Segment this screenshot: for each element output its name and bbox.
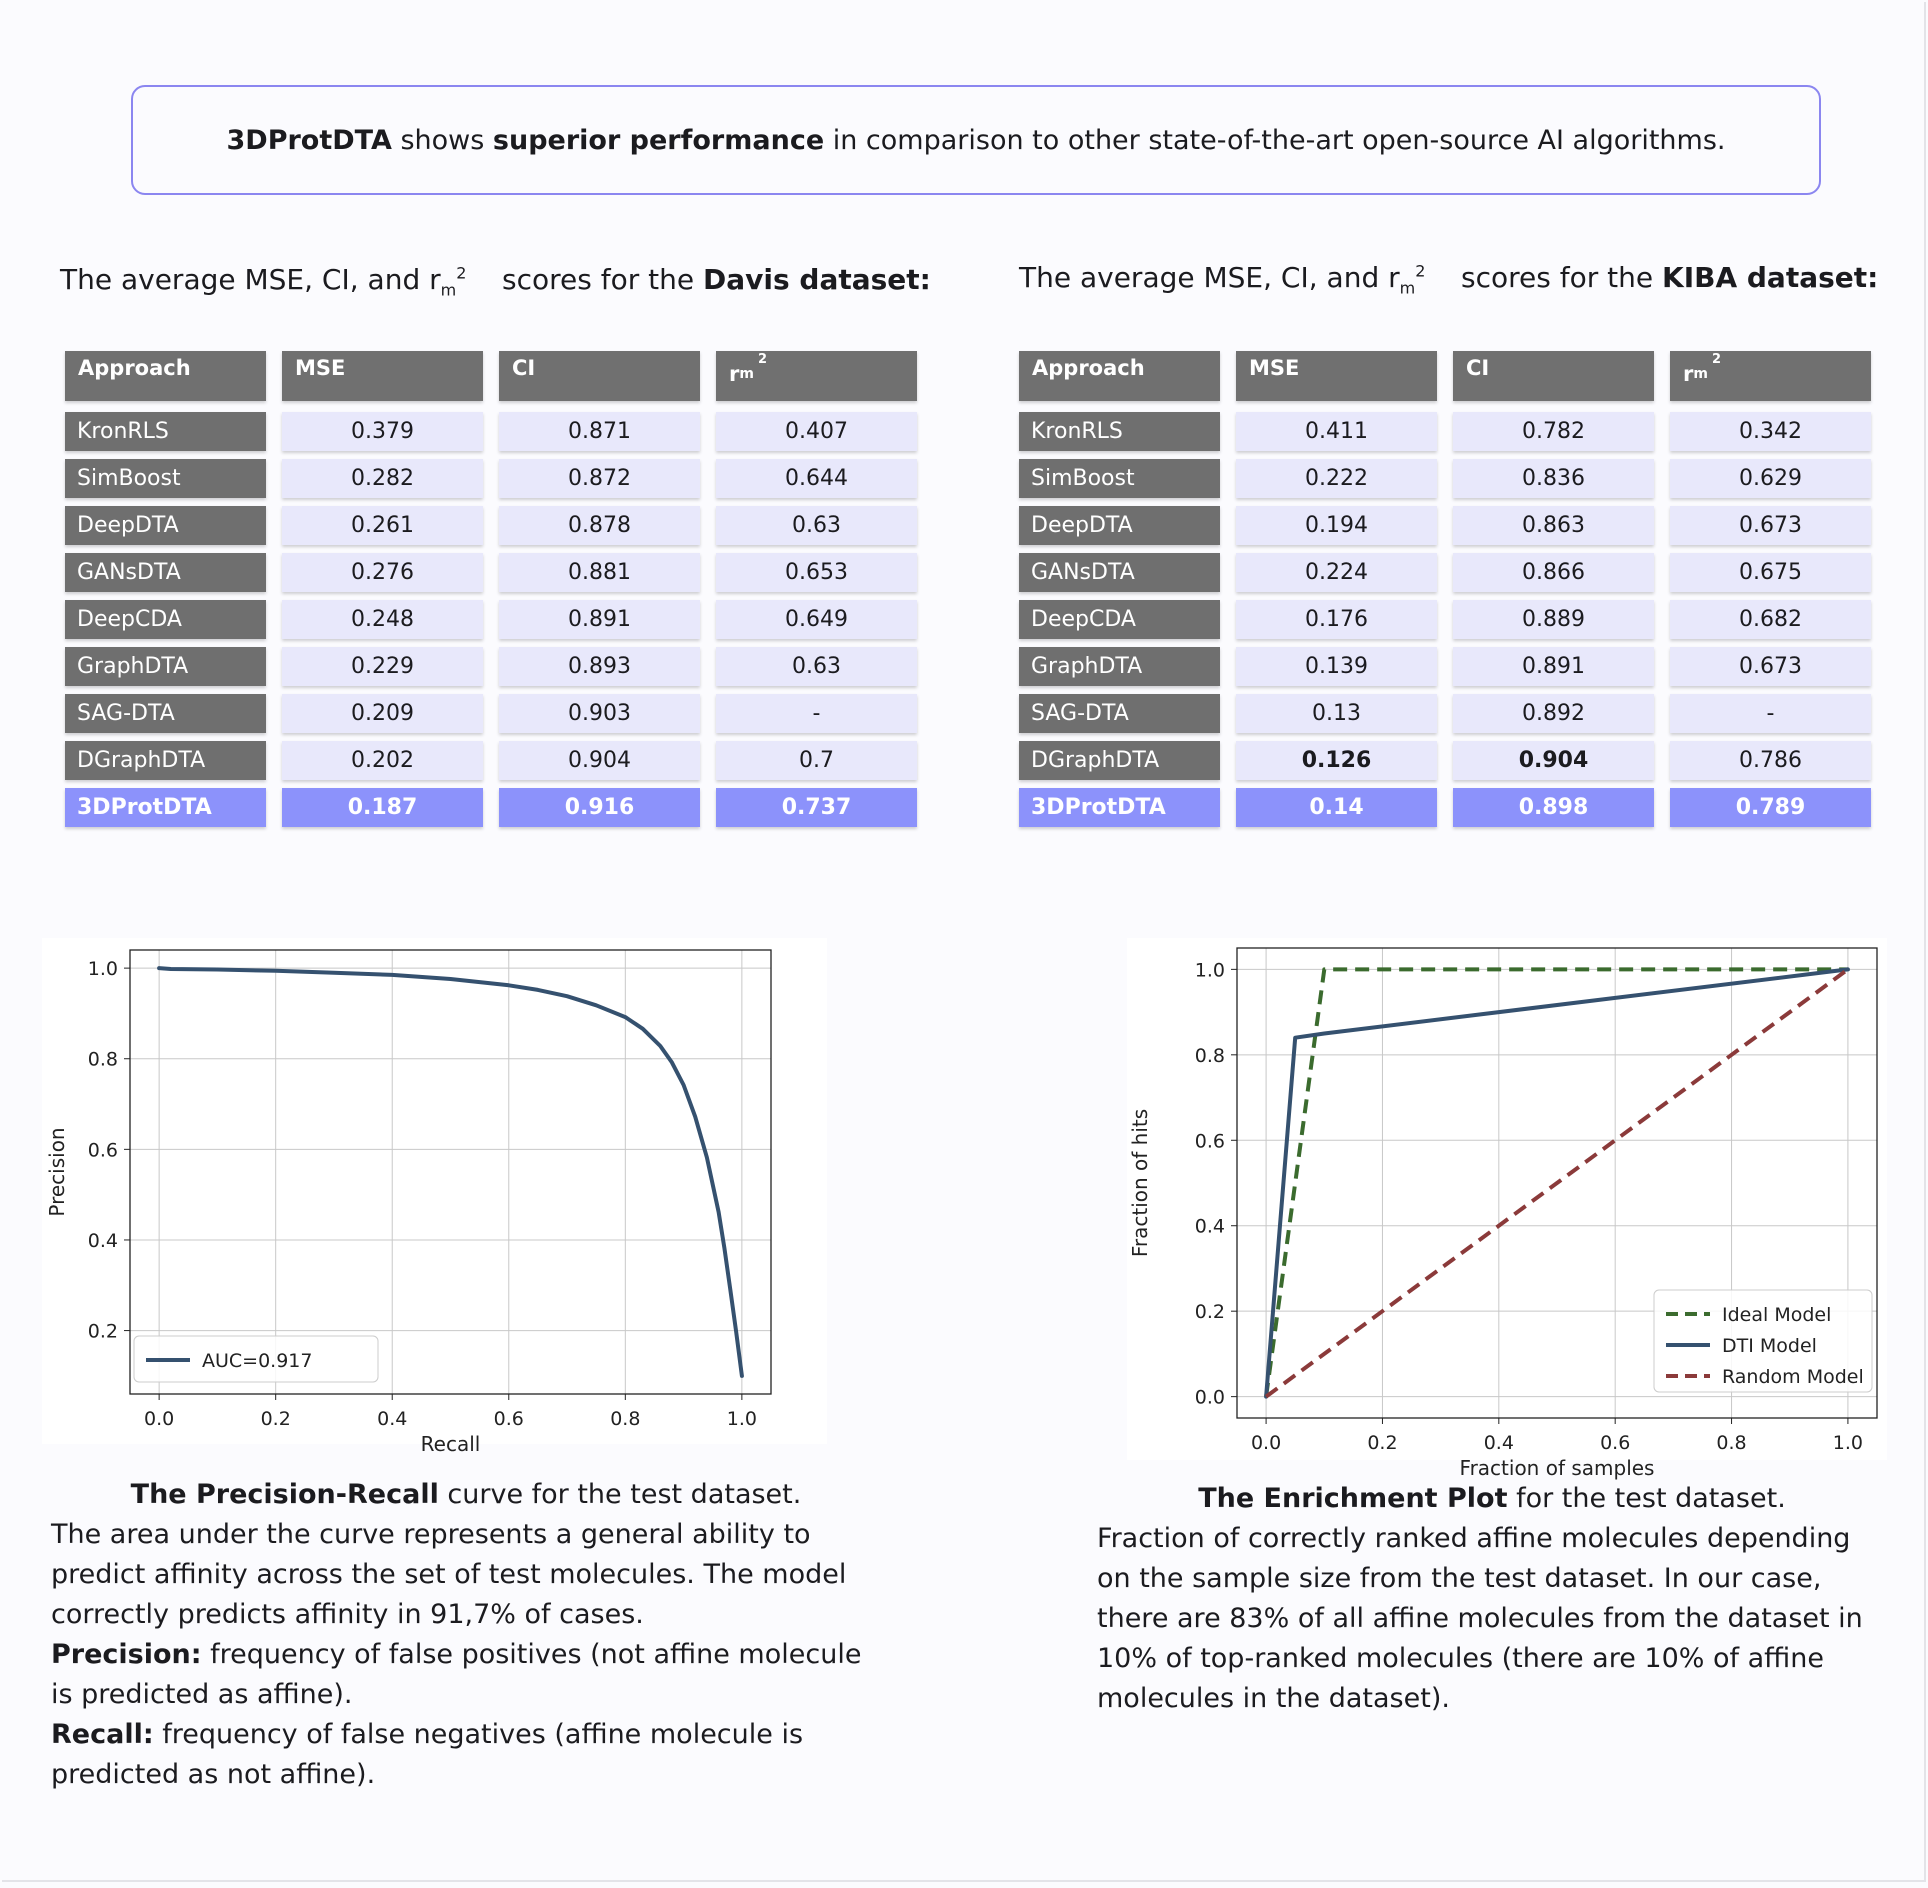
table-cell: 0.916 xyxy=(499,788,700,827)
banner-text-2: in comparison to other state-of-the-art open-source AI algorithms. xyxy=(824,124,1726,156)
davis-title-bold: Davis dataset: xyxy=(703,263,931,296)
table-row-approach: SimBoost xyxy=(65,459,266,498)
kiba-title-sub: m xyxy=(1399,278,1416,298)
precision-recall-chart xyxy=(42,938,827,1456)
pr-caption xyxy=(51,1475,881,1795)
kiba-header-label: r xyxy=(1683,362,1694,386)
davis-title-mid: scores for the xyxy=(502,263,703,296)
davis-title-pre: The average MSE, CI, and r xyxy=(60,263,441,296)
x-axis-label: Recall xyxy=(420,1432,481,1456)
davis-rm-sup: 2 xyxy=(757,352,767,367)
table-cell: 0.881 xyxy=(499,553,700,592)
table-row-approach: KronRLS xyxy=(1019,412,1220,451)
kiba-header-2 xyxy=(1453,351,1654,401)
table-row-approach: DeepCDA xyxy=(1019,600,1220,639)
summary-banner xyxy=(131,85,1821,195)
table-cell: 0.7 xyxy=(716,741,917,780)
table-row-approach: SAG-DTA xyxy=(65,694,266,733)
enrichment-caption xyxy=(1097,1479,1887,1719)
table-cell: 0.836 xyxy=(1453,459,1654,498)
table-cell: 0.644 xyxy=(716,459,917,498)
legend-label: Random Model xyxy=(1722,1366,1864,1388)
table-cell: 0.411 xyxy=(1236,412,1437,451)
x-tick-label: 0.0 xyxy=(144,1408,175,1430)
legend-label: DTI Model xyxy=(1722,1335,1817,1357)
table-cell: 0.863 xyxy=(1453,506,1654,545)
table-cell: 0.282 xyxy=(282,459,483,498)
kiba-header-0 xyxy=(1019,351,1220,401)
table-cell: 0.229 xyxy=(282,647,483,686)
table-row-approach: 3DProtDTA xyxy=(1019,788,1220,827)
x-tick-label: 0.6 xyxy=(493,1408,524,1430)
y-tick-label: 1.0 xyxy=(1194,959,1225,982)
banner-strong-2: superior performance xyxy=(492,124,825,156)
table-cell: 0.13 xyxy=(1236,694,1437,733)
pr-caption-title-bold: The Precision-Recall xyxy=(130,1479,439,1510)
table-cell: 0.407 xyxy=(716,412,917,451)
table-cell: 0.14 xyxy=(1236,788,1437,827)
y-axis-label: Precision xyxy=(45,1127,69,1217)
kiba-rm-sub: m xyxy=(1693,366,1708,382)
table-row-approach: GraphDTA xyxy=(65,647,266,686)
table-row-approach: GraphDTA xyxy=(1019,647,1220,686)
table-cell: 0.202 xyxy=(282,741,483,780)
y-tick-label: 0.2 xyxy=(87,1320,118,1343)
y-tick-label: 0.4 xyxy=(1194,1215,1225,1238)
y-tick-label: 0.0 xyxy=(1194,1386,1225,1409)
table-cell: 0.649 xyxy=(716,600,917,639)
enrichment-svg xyxy=(1127,938,1887,1480)
davis-header-label: MSE xyxy=(295,356,346,380)
legend-label: AUC=0.917 xyxy=(202,1350,313,1372)
table-cell: 0.898 xyxy=(1453,788,1654,827)
kiba-header-3 xyxy=(1670,351,1871,401)
kiba-title-bold: KIBA dataset: xyxy=(1662,261,1879,294)
table-cell: 0.675 xyxy=(1670,553,1871,592)
table-cell: 0.261 xyxy=(282,506,483,545)
table-cell: 0.782 xyxy=(1453,412,1654,451)
table-cell: 0.789 xyxy=(1670,788,1871,827)
davis-title-sub: m xyxy=(440,280,457,300)
y-tick-label: 0.8 xyxy=(1194,1044,1225,1067)
table-cell: 0.891 xyxy=(1453,647,1654,686)
table-cell: 0.786 xyxy=(1670,741,1871,780)
kiba-title-sup: 2 xyxy=(1415,261,1426,281)
table-cell: 0.653 xyxy=(716,553,917,592)
table-row-approach: DeepDTA xyxy=(65,506,266,545)
enrichment-caption-title-rest: for the test dataset. xyxy=(1507,1483,1786,1514)
kiba-header-1 xyxy=(1236,351,1437,401)
table-cell: 0.889 xyxy=(1453,600,1654,639)
table-cell: 0.176 xyxy=(1236,600,1437,639)
pr-caption-title-rest: curve for the test dataset. xyxy=(438,1479,802,1510)
kiba-table-title xyxy=(1019,261,1878,298)
precision-text: frequency of false positives (not affine molecule is predicted as affine). xyxy=(51,1639,871,1710)
pr-caption-precision xyxy=(51,1635,881,1715)
table-cell: 0.276 xyxy=(282,553,483,592)
table-row-approach: SAG-DTA xyxy=(1019,694,1220,733)
table-row-approach: DGraphDTA xyxy=(1019,741,1220,780)
davis-header-3 xyxy=(716,351,917,401)
table-cell: 0.126 xyxy=(1236,741,1437,780)
table-cell: 0.673 xyxy=(1670,647,1871,686)
davis-title-sup: 2 xyxy=(456,263,467,283)
enrichment-caption-title xyxy=(1097,1479,1887,1519)
table-cell: 0.737 xyxy=(716,788,917,827)
pr-caption-title xyxy=(51,1475,881,1515)
enrichment-chart xyxy=(1127,938,1887,1480)
table-cell: 0.892 xyxy=(1453,694,1654,733)
table-cell: 0.682 xyxy=(1670,600,1871,639)
plot-frame xyxy=(130,950,771,1394)
x-tick-label: 1.0 xyxy=(726,1408,757,1430)
davis-header-2 xyxy=(499,351,700,401)
x-tick-label: 0.4 xyxy=(377,1408,408,1430)
y-tick-label: 1.0 xyxy=(87,958,118,981)
banner-text-1: shows xyxy=(391,124,493,156)
y-tick-label: 0.4 xyxy=(87,1229,118,1252)
x-tick-label: 0.4 xyxy=(1483,1432,1514,1454)
davis-header-label: CI xyxy=(512,356,536,380)
table-cell: 0.891 xyxy=(499,600,700,639)
recall-text: frequency of false negatives (affine molecule is predicted as not affine). xyxy=(51,1719,812,1790)
table-row-approach: DeepCDA xyxy=(65,600,266,639)
davis-header-label: Approach xyxy=(78,356,191,380)
enrichment-caption-title-bold: The Enrichment Plot xyxy=(1198,1483,1508,1514)
kiba-title-pre: The average MSE, CI, and r xyxy=(1019,261,1400,294)
table-cell: 0.224 xyxy=(1236,553,1437,592)
table-row-approach: DeepDTA xyxy=(1019,506,1220,545)
kiba-title-mid: scores for the xyxy=(1461,261,1662,294)
davis-table-title xyxy=(60,263,931,300)
table-cell: 0.248 xyxy=(282,600,483,639)
table-row-approach: GANsDTA xyxy=(1019,553,1220,592)
pr-caption-recall xyxy=(51,1715,881,1795)
table-cell: 0.194 xyxy=(1236,506,1437,545)
davis-header-1 xyxy=(282,351,483,401)
table-cell: 0.904 xyxy=(499,741,700,780)
davis-header-label: r xyxy=(729,362,740,386)
table-cell: 0.63 xyxy=(716,647,917,686)
table-cell: 0.209 xyxy=(282,694,483,733)
table-row-approach: 3DProtDTA xyxy=(65,788,266,827)
y-tick-label: 0.6 xyxy=(1194,1130,1225,1153)
table-cell: 0.871 xyxy=(499,412,700,451)
davis-header-0 xyxy=(65,351,266,401)
kiba-rm-sup: 2 xyxy=(1711,352,1721,367)
y-tick-label: 0.6 xyxy=(87,1139,118,1162)
precision-recall-svg xyxy=(42,938,827,1456)
table-cell: 0.673 xyxy=(1670,506,1871,545)
series-line-0 xyxy=(159,968,742,1376)
x-tick-label: 0.2 xyxy=(1367,1432,1398,1454)
enrichment-caption-body: Fraction of correctly ranked affine molecules depending on the sample size from the test dataset. In our case, there are 83% of all affine molecules from the dataset in 10% of top-ranked molecules (there are 10% of affine molecules in the dataset). xyxy=(1097,1523,1863,1714)
precision-label: Precision: xyxy=(51,1639,202,1670)
table-cell: 0.187 xyxy=(282,788,483,827)
y-tick-label: 0.2 xyxy=(1194,1301,1225,1324)
table-row-approach: SimBoost xyxy=(1019,459,1220,498)
table-row-approach: KronRLS xyxy=(65,412,266,451)
table-cell: 0.629 xyxy=(1670,459,1871,498)
kiba-header-label: MSE xyxy=(1249,356,1300,380)
table-cell: 0.139 xyxy=(1236,647,1437,686)
table-cell: 0.63 xyxy=(716,506,917,545)
table-cell: - xyxy=(1670,694,1871,733)
x-tick-label: 0.2 xyxy=(260,1408,291,1430)
x-tick-label: 1.0 xyxy=(1832,1432,1864,1454)
legend-label: Ideal Model xyxy=(1722,1304,1832,1326)
table-cell: 0.903 xyxy=(499,694,700,733)
x-tick-label: 0.8 xyxy=(1716,1432,1747,1454)
pr-caption-body: The area under the curve represents a general ability to predict affinity across the set of test molecules. The model correctly predicts affinity in 91,7% of cases. xyxy=(51,1519,847,1630)
table-cell: 0.893 xyxy=(499,647,700,686)
table-cell: - xyxy=(716,694,917,733)
table-cell: 0.342 xyxy=(1670,412,1871,451)
y-axis-label: Fraction of hits xyxy=(1128,1108,1152,1258)
table-cell: 0.866 xyxy=(1453,553,1654,592)
table-cell: 0.222 xyxy=(1236,459,1437,498)
table-cell: 0.872 xyxy=(499,459,700,498)
x-tick-label: 0.0 xyxy=(1250,1432,1282,1454)
y-tick-label: 0.8 xyxy=(87,1048,118,1071)
banner-strong-1: 3DProtDTA xyxy=(226,124,392,156)
x-axis-label: Fraction of samples xyxy=(1459,1456,1655,1480)
recall-label: Recall: xyxy=(51,1719,154,1750)
x-tick-label: 0.8 xyxy=(610,1408,641,1430)
table-row-approach: DGraphDTA xyxy=(65,741,266,780)
x-tick-label: 0.6 xyxy=(1600,1432,1631,1454)
kiba-header-label: Approach xyxy=(1032,356,1145,380)
table-cell: 0.904 xyxy=(1453,741,1654,780)
davis-rm-sub: m xyxy=(739,366,754,382)
table-cell: 0.878 xyxy=(499,506,700,545)
table-cell: 0.379 xyxy=(282,412,483,451)
kiba-header-label: CI xyxy=(1466,356,1490,380)
table-row-approach: GANsDTA xyxy=(65,553,266,592)
